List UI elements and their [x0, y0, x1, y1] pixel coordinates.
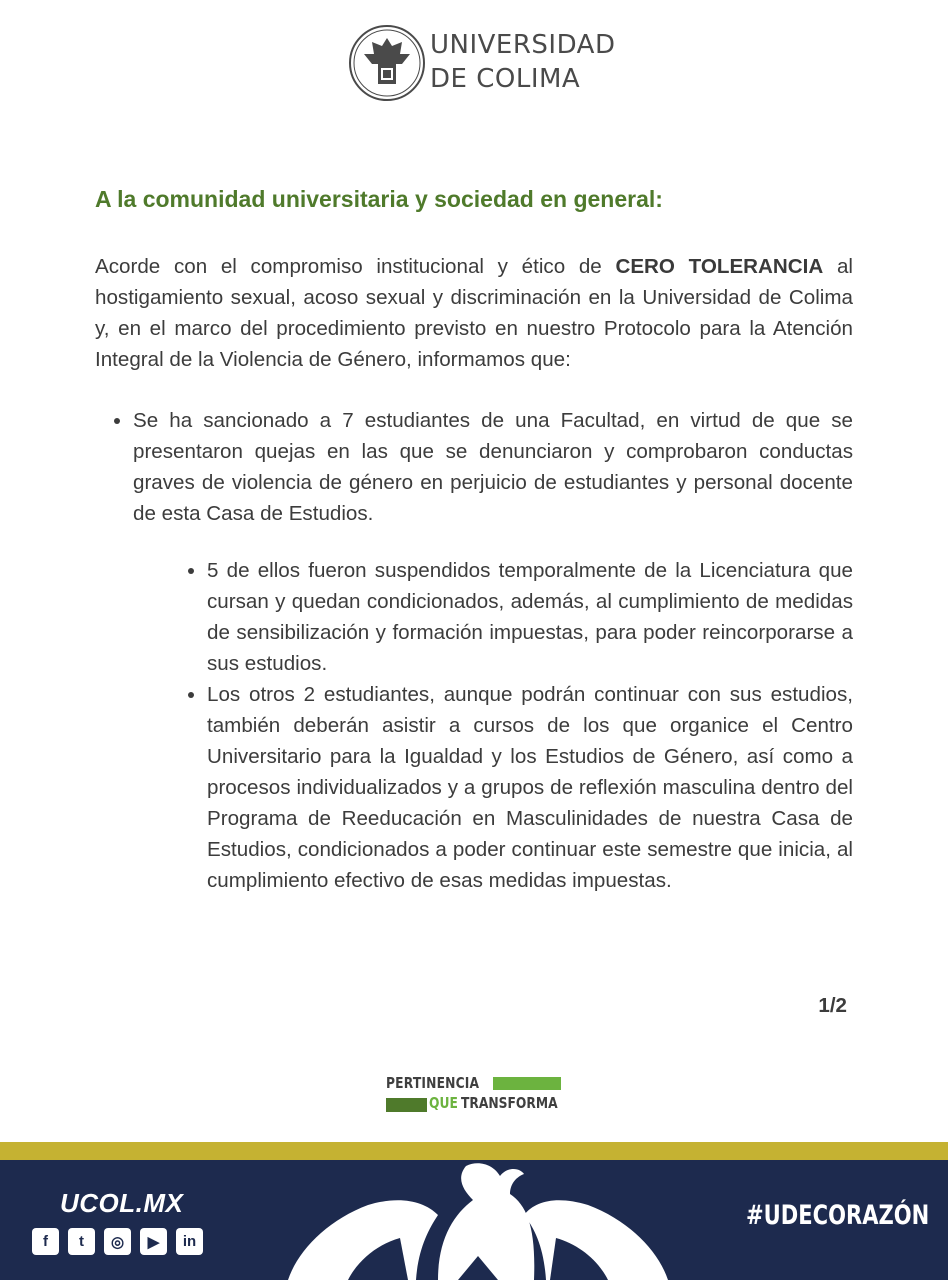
facebook-icon[interactable]: f	[32, 1228, 59, 1255]
intro-emphasis: CERO TOLERANCIA	[615, 255, 824, 278]
slogan-word-transforma: TRANSFORMA	[461, 1094, 558, 1112]
website-link[interactable]: UCOL.MX	[60, 1188, 184, 1218]
twitter-icon[interactable]: t	[68, 1228, 95, 1255]
sub-bullet-list	[207, 555, 853, 896]
main-bullet-list	[95, 405, 853, 529]
slogan-line-1: PERTINENCIA	[386, 1074, 480, 1092]
linkedin-icon[interactable]: in	[176, 1228, 203, 1255]
list-item: Los otros 2 estudiantes, aunque podrán continuar con sus estudios, también deberán asistir a cursos de los que organice el Centro Universitario para la Igualdad y los Estudios de Género, así como a procesos individualizados y a grupos de reflexión masculina dentro del Programa de Reeducación en Masculinidades de nuestra Casa de Estudios, condicionados a poder continuar este semestre que inicia, al cumplimiento efectivo de esas medidas impuestas.	[207, 679, 853, 896]
instagram-icon[interactable]: ◎	[104, 1228, 131, 1255]
list-item: Se ha sancionado a 7 estudiantes de una Facultad, en virtud de que se presentaron quejas en las que se denunciaron y comprobaron conductas graves de violencia de género en perjuicio de estudiantes y personal docente de esta Casa de Estudios.	[133, 405, 853, 529]
slogan-logo	[386, 1074, 566, 1116]
slogan-word-que: QUE	[429, 1094, 458, 1112]
eagle-emblem-icon	[288, 1160, 668, 1280]
slogan-green-bar	[493, 1077, 561, 1090]
logo-line-2: DE COLIMA	[430, 64, 581, 94]
university-seal-icon	[348, 24, 426, 102]
document-heading: A la comunidad universitaria y sociedad en general:	[95, 186, 663, 212]
footer-gold-band	[0, 1142, 948, 1160]
page-number: 1/2	[818, 994, 847, 1017]
social-links	[32, 1228, 203, 1255]
intro-paragraph	[95, 251, 853, 375]
campaign-hashtag: #UDECORAZÓN	[746, 1200, 930, 1231]
logo-line-1: UNIVERSIDAD	[430, 30, 616, 60]
intro-text-start: Acorde con el compromiso institucional y ético de	[95, 255, 616, 278]
list-item: 5 de ellos fueron suspendidos temporalmente de la Licenciatura que cursan y quedan condicionados, además, al cumplimiento de medidas de sensibilización y formación impuestas, para poder reincorporarse a sus estudios.	[207, 555, 853, 679]
footer	[0, 1160, 948, 1280]
slogan-dark-bar	[386, 1098, 427, 1112]
university-logo	[348, 24, 616, 104]
youtube-icon[interactable]: ▶	[140, 1228, 167, 1255]
intro-text-end: al hostigamiento sexual, acoso sexual y discriminación en la Universidad de Colima y, en el marco del procedimiento previsto en nuestro Protocolo para la Atención Integral de la Violencia de Género, informamos que:	[95, 255, 853, 371]
